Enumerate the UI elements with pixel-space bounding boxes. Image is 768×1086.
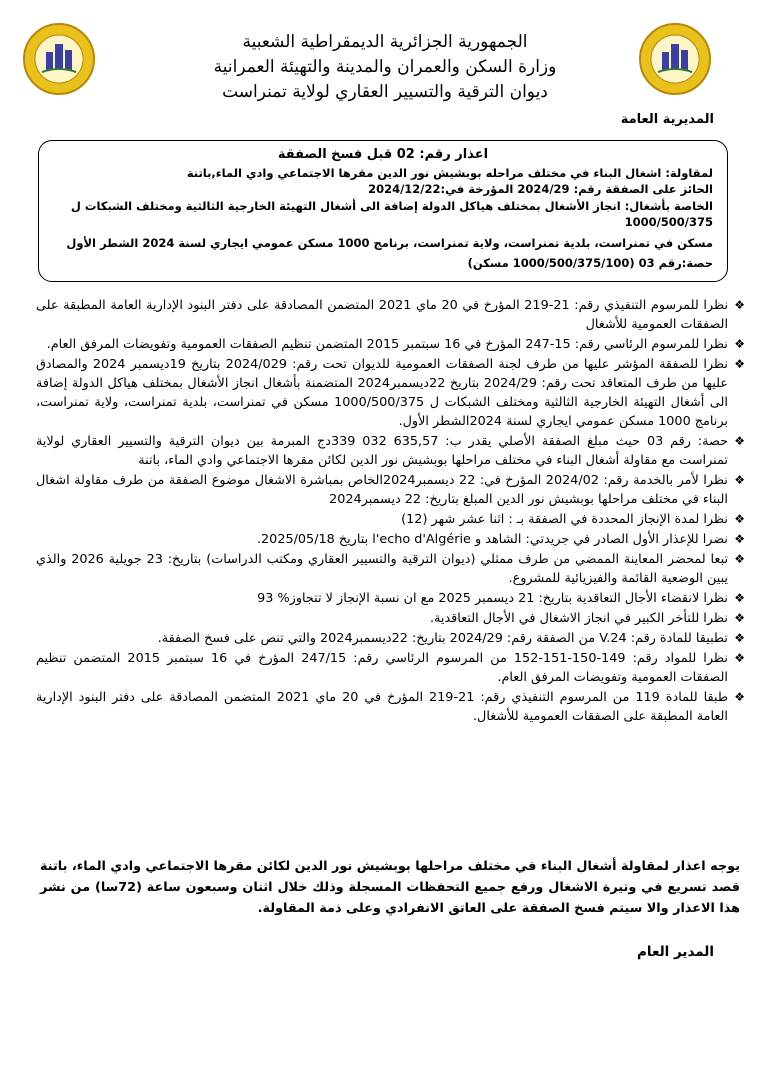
signature-title: المدير العام [637,944,714,960]
bullet-icon: ❖ [734,512,745,526]
clause-text: تبعا لمحضر المعاينة الممضي من طرف ممثلي (ديوان الترقية والتسيير العقاري ومكتب الدراسات) بتاريخ: 23 جويلية 2026 والذي يبين الوضعية القائمة والفيزيائية للمشروع. [36,552,729,586]
clause-text: طبقا للمادة 119 من المرسوم التنفيذي رقم: 21-219 المؤرخ في 20 ماي 2021 المتضمن المصادقة على دفتر البنود الإدارية العامة المطبقة على الصفقات العمومية للأشغال. [36,690,729,724]
notice-contract-number: الحائز على الصفقة رقم: 2024/29 المؤرخة في:2024/12/22 [368,182,713,196]
directorate-label: المديرية العامة [620,112,714,127]
notice-box [38,140,728,282]
header-office: ديوان الترقية والتسيير العقاري لولاية تمنراست [222,82,548,102]
clause-text: نظرا للصفقة المؤشر عليها من طرف لجنة الصفقات العمومية للديوان تحت رقم: 2024/029 بتاريخ 19ديسمبر 2024 والمصادق عليها من طرف المتعاقد تحت رقم: 2024/29 بتاريخ 22ديسمبر2024 المتضمنة بأشغال انجاز الأشغال بمختلف هياكل الدولة إضافة الى أشغال التهيئة الخارجية الثالثية ومختلف الشبكات ل 1000/500/375 مسكن في تمنراست، بلدية تمنراست، ولاية تمنراست، برنامج 1000 مسكن عمومي ايجاري لسنة 2024الشطر الأول. [36,357,728,429]
list-item [36,355,744,431]
bullet-icon: ❖ [734,611,745,625]
list-item [36,471,744,509]
notice-contractor: لمقاولة: اشغال البناء في مختلف مراحله بوبشيش نور الدين مقرها الاجتماعي وادي الماء,باتنة [186,165,713,180]
clause-text: حصة: رقم 03 حيث مبلغ الصفقة الأصلي يقدر ب: 635,57 032 339دج المبرمة بين ديوان الترقية والتسيير العقاري لولاية تمنراست مع مقاولة أشغال البناء في مختلف مراحلها بوبشيش نور الدين لكائن مقرها الاجتماعي وادي الماء، باتنة [36,434,728,468]
conclusion-paragraph: يوجه اعذار لمقاولة أشغال البناء في مختلف مراحلها بوبشيش نور الدين لكائن مقرها الاجتماعي وادي الماء، باتنة قصد تسريع في وتيرة الاشغال ورفع جميع التحفظات المسجلة وذلك خلال اثنان وسبعون ساعة (72سا) من نشر هذا الاعذار والا سيتم فسخ الصفقة على العاتق الانفرادي وعلى ذمة المقاولة. [40,859,740,916]
bullet-icon: ❖ [734,651,745,665]
bullet-icon: ❖ [734,473,745,487]
list-item [36,296,744,334]
bullet-icon: ❖ [734,337,745,351]
header-republic: الجمهورية الجزائرية الديمقراطية الشعبية [242,32,528,52]
bullet-icon: ❖ [734,298,745,312]
bullet-icon: ❖ [734,357,745,371]
bullet-icon: ❖ [734,552,745,566]
clauses-list [36,296,744,727]
clause-text: نظرا للمرسوم الرئاسي رقم: 15-247 المؤرخ في 16 سبتمبر 2015 المتضمن تنظيم الصفقات العمومية وتفويضات المرفق العام. [46,337,728,352]
list-item [36,510,744,529]
clause-text: نظرا للمرسوم التنفيذي رقم: 21-219 المؤرخ في 20 ماي 2021 المتضمن المصادقة على دفتر البنود الإدارية العامة المطبقة على الصفقات العمومية للأشغال [36,298,729,332]
list-item [36,335,744,354]
document-header [170,30,600,105]
list-item [36,629,744,648]
opgi-logo-right [638,22,712,96]
opgi-logo-left [22,22,96,96]
clause-text: نظرا لمدة الإنجاز المحددة في الصفقة بـ : اثنا عشر شهر (12) [401,512,728,527]
list-item [36,530,744,549]
clause-text: نضرا للإعذار الأول الصادر في جريدتي: الشاهد و l'echo d'Algérie بتاريخ 2025/05/18. [256,532,728,547]
header-ministry: وزارة السكن والعمران والمدينة والتهيئة العمرانية [213,57,557,77]
clause-text: نظرا لأمر بالخدمة رقم: 2024/02 المؤرخ في: 22 ديسمبر2024الخاص بمباشرة الاشغال موضوع الصفقة من طرف مقاولة اشغال البناء في مختلف مراحلها بوبشيش نور الدين المبلغ بتاريخ: 22 ديسمبر2024 [36,473,728,507]
list-item [36,688,744,726]
list-item [36,550,744,588]
list-item [36,609,744,628]
list-item [36,432,744,470]
bullet-icon: ❖ [734,690,745,704]
list-item [36,589,744,608]
clause-text: نظرا للتأخر الكبير في انجاز الاشغال في الأجال التعاقدية. [429,611,728,626]
bullet-icon: ❖ [734,591,745,605]
bullet-icon: ❖ [734,631,745,645]
notice-title: اعذار رقم: 02 قبل فسخ الصفقة [277,147,489,162]
notice-location: مسكن في تمنراست، بلدية تمنراست، ولاية تمنراست، برنامج 1000 مسكن عمومي ايجاري لسنة 2024 الشطر الأول [66,235,713,250]
bullet-icon: ❖ [734,532,745,546]
clause-text: نظرا للمواد رقم: 149-150-151-152 من المرسوم الرئاسي رقم: 247/15 المؤرخ في 16 سبتمبر 2015 المتضمن تنظيم الصفقات العمومية وتفويضات المرفق العام. [36,651,728,685]
clause-text: تطبيقا للمادة رقم: V.24 من الصفقة رقم: 2024/29 بتاريخ: 22ديسمبر2024 والتي تنص على فسخ الصفقة. [157,631,728,646]
list-item [36,649,744,687]
notice-works: الخاصة بأشغال: انجاز الأشغال بمختلف هياكل الدولة إضافة الى أشغال التهيئة الخارجية الثالثية ومختلف الشبكات ل 1000/500/375 [70,198,713,229]
clause-text: نظرا لانقضاء الأجال التعاقدية بتاريخ: 21 ديسمبر 2025 مع ان نسبة الإنجاز لا تتجاوز% 93 [257,591,728,606]
notice-lot: حصة:رقم 03 (1000/500/375/100 مسكن) [467,256,713,270]
bullet-icon: ❖ [734,434,745,448]
